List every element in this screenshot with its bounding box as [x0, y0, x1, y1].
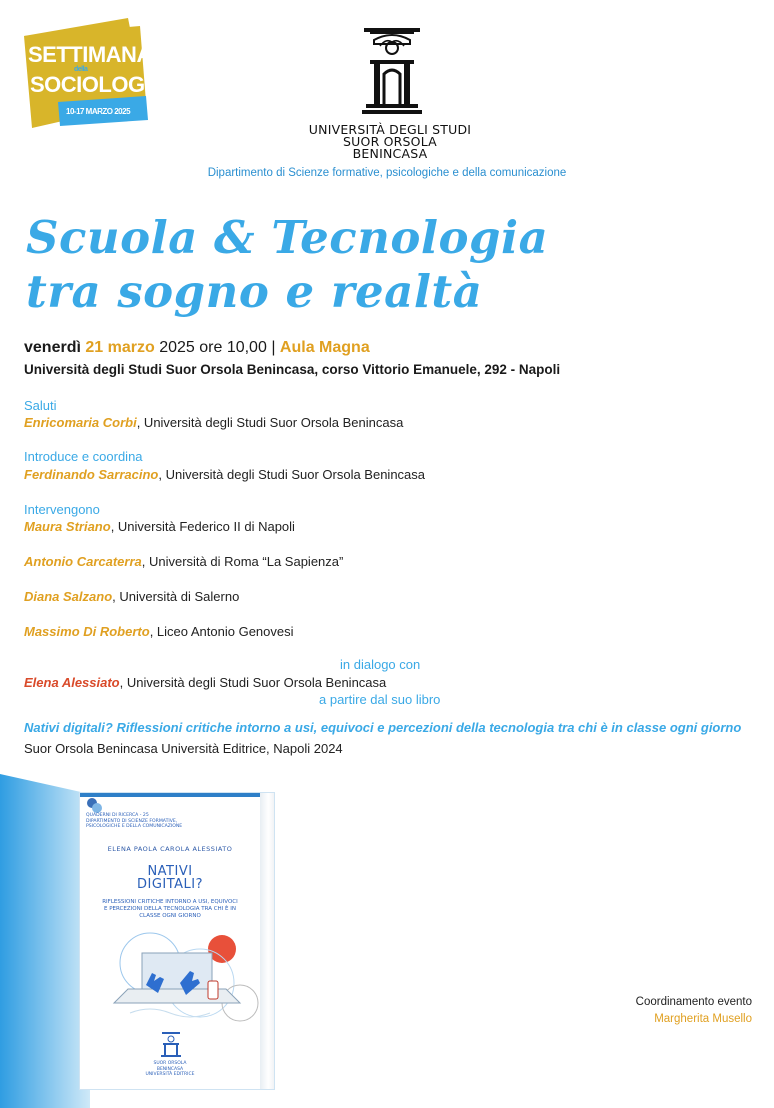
speaker-item: [24, 519, 295, 534]
book-cover-title: [80, 865, 260, 891]
logo-small: della: [74, 66, 88, 73]
book-page-edge: [260, 793, 274, 1089]
coordination-name: Margherita Musello: [654, 1013, 752, 1025]
event-title-line1: Scuola & Tecnologia: [26, 211, 549, 264]
logo-line2: SOCIOLOGIA: [30, 72, 166, 97]
department-name: Dipartimento di Scienze formative, psicologiche e della comunicazione: [207, 167, 567, 179]
university-emblem-icon: [360, 26, 424, 118]
speaker-item: [24, 624, 294, 639]
speaker-item: [24, 589, 239, 604]
book-series-line: DIPARTIMENTO DI SCIENZE FORMATIVE,: [86, 818, 178, 824]
person-name: Massimo Di Roberto: [24, 624, 150, 639]
introduce-label: Introduce e coordina: [24, 449, 143, 464]
book-title: Nativi digitali? Riflessioni critiche intorno a usi, equivoci e percezioni della tecnologia tra chi è in classe ogni giorno: [24, 720, 742, 735]
book-cover-publisher-line: SUOR ORSOLA: [153, 1061, 187, 1066]
introduce-person: [24, 467, 425, 482]
person-affiliation: , Università degli Studi Suor Orsola Benincasa: [119, 675, 387, 690]
person-name: Elena Alessiato: [24, 675, 120, 690]
book-series: [86, 813, 182, 830]
book-cover-image: [80, 793, 274, 1089]
event-date: 21 marzo: [85, 339, 155, 356]
person-name: Enricomaria Corbi: [24, 415, 137, 430]
book-cover-title-line1: NATIVI: [147, 864, 193, 879]
book-stripe: [80, 793, 260, 797]
book-series-line: QUADERNI DI RICERCA - 25: [86, 813, 149, 818]
logo-line1: SETTIMANA: [28, 42, 152, 67]
person-name: Antonio Carcaterra: [24, 554, 142, 569]
libro-label: a partire dal suo libro: [319, 692, 441, 707]
event-address: Università degli Studi Suor Orsola Benincasa, corso Vittorio Emanuele, 292 - Napoli: [24, 362, 561, 377]
laptop-hands-illustration: [90, 923, 260, 1033]
saluti-label: Saluti: [24, 398, 57, 413]
university-name-line2: SUOR ORSOLA: [343, 134, 437, 149]
event-year-time: 2025 ore 10,00: [159, 339, 267, 356]
event-day: venerdì: [24, 339, 81, 356]
dialogo-label: in dialogo con: [340, 657, 421, 672]
book-series-icon: [84, 795, 104, 815]
book-publisher: Suor Orsola Benincasa Università Editrice, Napoli 2024: [24, 741, 343, 756]
person-affiliation: , Università di Salerno: [112, 589, 240, 604]
coordination-label: Coordinamento evento: [635, 996, 752, 1008]
book-cover-subtitle: RIFLESSIONI CRITICHE INTORNO A USI, EQUIVOCI E PERCEZIONI DELLA TECNOLOGIA TRA CHI È IN CLASSE OGNI GIORNO: [102, 899, 238, 919]
book-cover-publisher: [80, 1061, 260, 1078]
event-separator: |: [271, 339, 276, 356]
speaker-item: [24, 554, 343, 569]
book-publisher-emblem-icon: [160, 1031, 182, 1059]
person-name: Maura Striano: [24, 519, 111, 534]
person-name: Ferdinando Sarracino: [24, 467, 159, 482]
book-cover-publisher-line: UNIVERSITÀ EDITRICE: [145, 1072, 195, 1077]
blue-wedge-decoration: [0, 770, 90, 1108]
person-affiliation: , Liceo Antonio Genovesi: [149, 624, 294, 639]
book-author: ELENA PAOLA CAROLA ALESSIATO: [107, 845, 233, 853]
book-cover-publisher-line: BENINCASA: [156, 1066, 184, 1072]
person-affiliation: , Università degli Studi Suor Orsola Benincasa: [158, 467, 426, 482]
university-name-line3: BENINCASA: [352, 146, 428, 161]
event-title-line2: tra sogno e realtà: [26, 265, 483, 318]
dialogo-person: [24, 675, 386, 690]
university-name-line1: UNIVERSITÀ DEGLI STUDI: [308, 122, 472, 137]
person-affiliation: , Università degli Studi Suor Orsola Benincasa: [136, 415, 404, 430]
person-name: Diana Salzano: [24, 589, 113, 604]
intervengono-label: Intervengono: [24, 502, 100, 517]
book-cover-title-line2: DIGITALI?: [136, 877, 204, 892]
settimana-sociologia-logo: [18, 14, 166, 132]
logo-dates: 10-17 MARZO 2025: [66, 107, 131, 116]
book-series-line: PSICOLOGICHE E DELLA COMUNICAZIONE: [86, 824, 183, 829]
event-datetime: [24, 339, 370, 357]
event-room: Aula Magna: [279, 339, 370, 356]
saluti-person: [24, 415, 403, 430]
person-affiliation: , Università di Roma “La Sapienza”: [141, 554, 344, 569]
person-affiliation: , Università Federico II di Napoli: [110, 519, 295, 534]
